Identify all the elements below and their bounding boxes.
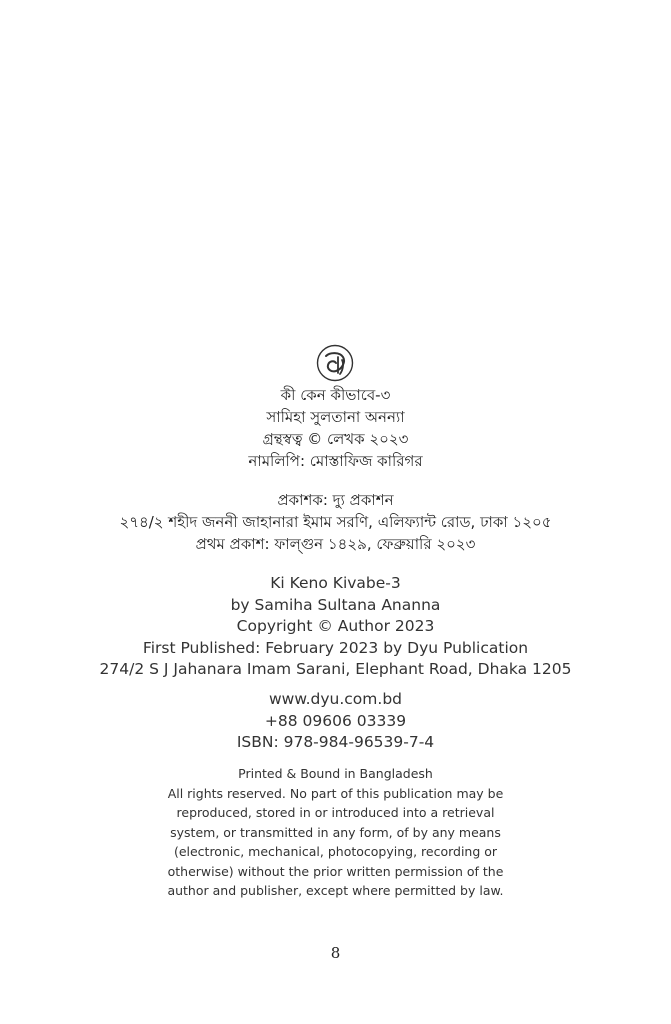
dyu-publication-logo-icon bbox=[316, 344, 354, 382]
rights-line: system, or transmitted in any form, of by any means bbox=[170, 824, 501, 840]
english-copyright: Copyright © Author 2023 bbox=[236, 617, 435, 635]
website-link[interactable]: www.dyu.com.bd bbox=[268, 690, 402, 708]
english-title: Ki Keno Kivabe-3 bbox=[270, 574, 401, 592]
rights-notice bbox=[0, 764, 671, 901]
rights-line: (electronic, mechanical, photocopying, recording or bbox=[173, 844, 498, 859]
rights-line: otherwise) without the prior written permission of the bbox=[167, 863, 504, 879]
rights-line: All rights reserved. No part of this publication may be bbox=[167, 785, 504, 801]
bangla-publisher-info bbox=[0, 489, 671, 555]
printed-in: Printed & Bound in Bangladesh bbox=[238, 766, 433, 781]
english-author: by Samiha Sultana Ananna bbox=[230, 595, 441, 614]
isbn: ISBN: 978-984-96539-7-4 bbox=[236, 733, 435, 751]
bangla-address: ২৭৪/২ শহীদ জননী জাহানারা ইমাম সরণি, এলিফ্যান্ট রোড, ঢাকা ১২০৫ bbox=[119, 513, 552, 531]
bangla-title: কী কেন কীভাবে-৩ bbox=[280, 386, 391, 404]
page-number: 8 bbox=[330, 944, 341, 962]
english-first-published: First Published: February 2023 by Dyu Publication bbox=[142, 638, 529, 657]
bangla-credits bbox=[0, 384, 671, 472]
rights-line: author and publisher, except where permitted by law. bbox=[167, 883, 504, 898]
bangla-first-published: প্রথম প্রকাশ: ফাল্গুন ১৪২৯, ফেব্রুয়ারি ২০২৩ bbox=[195, 535, 476, 553]
bangla-calligraphy-credit: নামলিপি: মোস্তাফিজ কারিগর bbox=[248, 452, 423, 470]
bangla-author: সামিহা সুলতানা অনন্যা bbox=[266, 408, 405, 426]
phone-number: +88 09606 03339 bbox=[264, 711, 407, 730]
contact-info bbox=[0, 689, 671, 754]
english-credits bbox=[0, 573, 671, 681]
english-address: 274/2 S J Jahanara Imam Sarani, Elephant Road, Dhaka 1205 bbox=[99, 660, 572, 678]
bangla-copyright: গ্রন্থস্বত্ব © লেখক ২০২৩ bbox=[262, 430, 409, 448]
rights-line: reproduced, stored in or introduced into a retrieval bbox=[176, 805, 495, 820]
bangla-publisher: প্রকাশক: দ্যু প্রকাশন bbox=[277, 491, 394, 509]
